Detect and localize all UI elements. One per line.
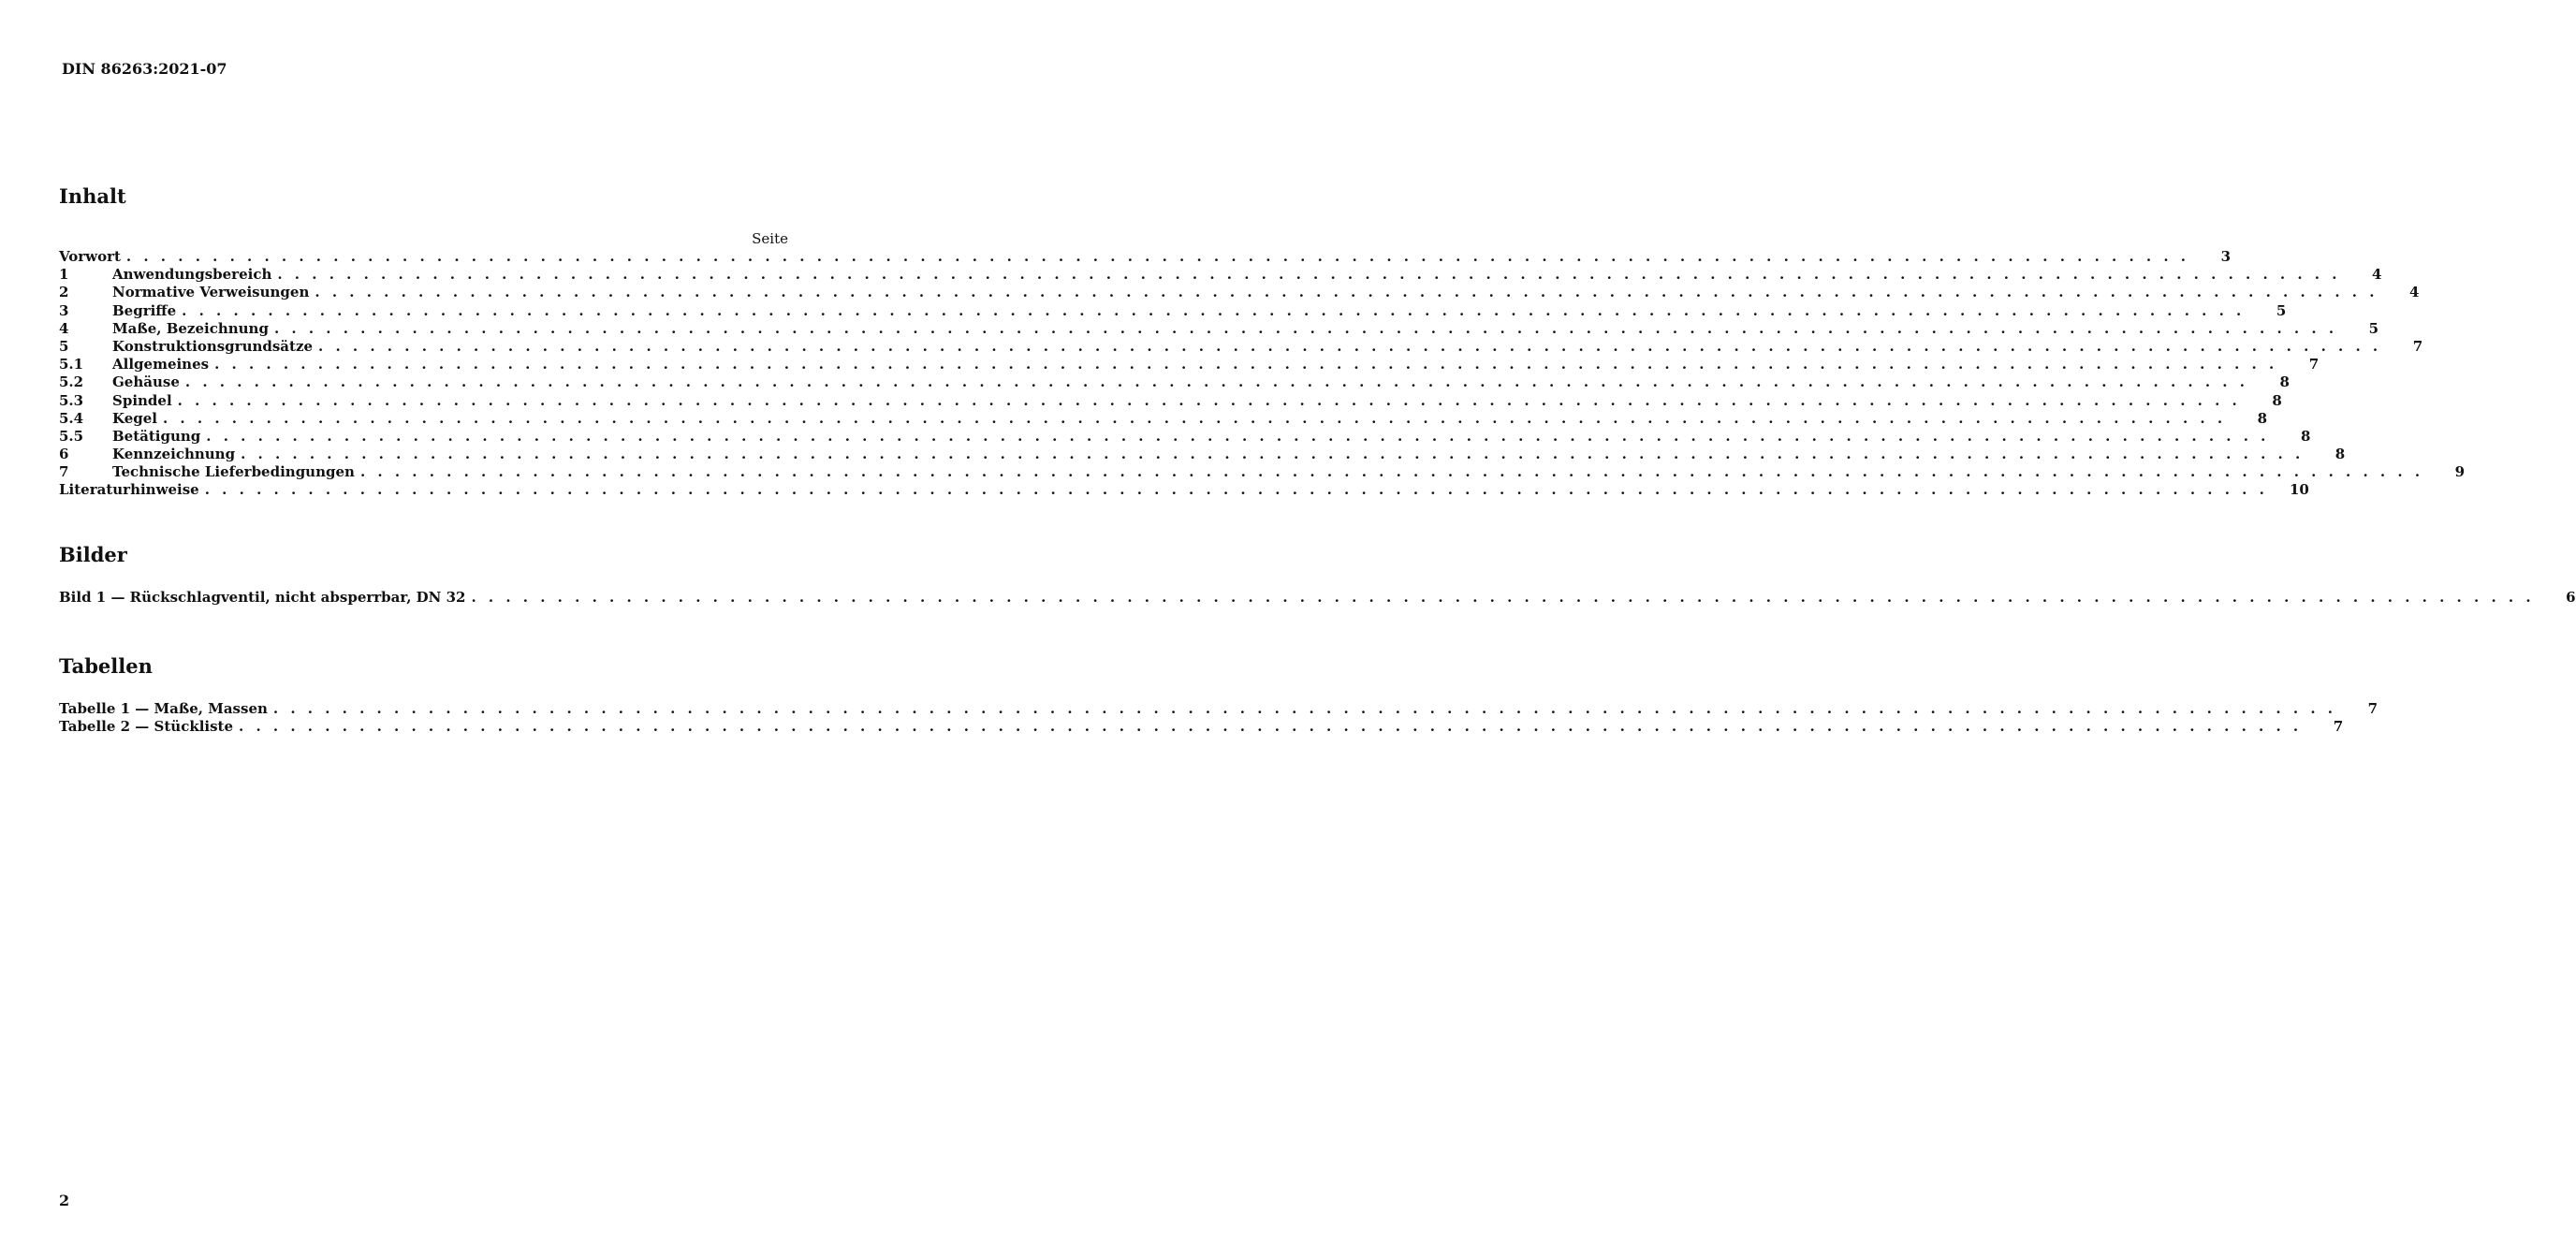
bilder-heading: Bilder — [59, 543, 127, 566]
toc-dot-leader: . . . . . . . . . . . . . . . . . . . . . . . . . . . . . . . . . . . . . . . . . . . . . . . . . . . . . . . . . . . . . . . . . . . . . . . . . . . . . . . . . . . . . . . . . . . . . . . . . . . . . . . . . . . . . . . . . . . . . . . . — [318, 337, 2382, 355]
toc-dot-leader: . . . . . . . . . . . . . . . . . . . . . . . . . . . . . . . . . . . . . . . . . . . . . . . . . . . . . . . . . . . . . . . . . . . . . . . . . . . . . . . . . . . . . . . . . . . . . . . . . . . . . . . . . . . . . . . . . . . . . . . . — [359, 463, 2424, 481]
toc-entry-title: Allgemeines — [112, 356, 210, 373]
toc-entry[interactable] — [59, 248, 2232, 266]
toc-entry[interactable] — [59, 463, 2466, 481]
toc-entry-page: 8 — [2300, 427, 2311, 445]
toc-entry[interactable] — [59, 284, 2420, 301]
toc-entry[interactable] — [59, 301, 2287, 320]
toc-entry-title: Betätigung — [112, 427, 201, 445]
toc-entry-title: Gehäuse — [112, 373, 180, 391]
toc-entry-page: 4 — [2409, 284, 2420, 301]
tabellen-entries — [59, 700, 2378, 736]
toc-entry-page: 7 — [2308, 356, 2320, 373]
toc-entry-number: 2 — [59, 284, 69, 301]
toc-dot-leader: . . . . . . . . . . . . . . . . . . . . . . . . . . . . . . . . . . . . . . . . . . . . . . . . . . . . . . . . . . . . . . . . . . . . . . . . . . . . . . . . . . . . . . . . . . . . . . . . . . . . . . . . . . . . . . . . . . . . . . . . — [206, 427, 2270, 445]
toc-entry[interactable] — [59, 391, 2282, 410]
seite-label: Seite — [752, 230, 788, 247]
toc-entry[interactable] — [59, 427, 2311, 446]
toc-entry-number: 1 — [59, 266, 69, 284]
toc-entry-title: Kegel — [112, 409, 157, 427]
inhalt-toc — [59, 230, 2466, 500]
toc-entry-number: 5.5 — [59, 427, 84, 445]
toc-dot-leader: . . . . . . . . . . . . . . . . . . . . . . . . . . . . . . . . . . . . . . . . . . . . . . . . . . . . . . . . . . . . . . . . . . . . . . . . . . . . . . . . . . . . . . . . . . . . . . . . . . . . . . . . . . . . . . . . . . . . . . . . — [273, 319, 2338, 337]
toc-entry-number: 6 — [59, 446, 69, 463]
toc-entry-title: Literaturhinweise — [59, 481, 199, 499]
toc-entry-number: 5.4 — [59, 409, 84, 427]
toc-entry[interactable] — [59, 700, 2378, 718]
toc-entry-number: 5.2 — [59, 373, 84, 391]
toc-entry-title: Spindel — [112, 391, 172, 409]
toc-dot-leader: . . . . . . . . . . . . . . . . . . . . . . . . . . . . . . . . . . . . . . . . . . . . . . . . . . . . . . . . . . . . . . . . . . . . . . . . . . . . . . . . . . . . . . . . . . . . . . . . . . . . . . . . . . . . . . . . . . . . . . . . — [204, 481, 2268, 499]
toc-entry-title: Vorwort — [59, 248, 121, 265]
toc-entry-title: Normative Verweisungen — [112, 284, 310, 301]
toc-entry-title: Kennzeichnung — [112, 446, 236, 463]
toc-entry[interactable] — [59, 409, 2268, 428]
toc-entry[interactable] — [59, 446, 2346, 463]
toc-dot-leader: . . . . . . . . . . . . . . . . . . . . . . . . . . . . . . . . . . . . . . . . . . . . . . . . . . . . . . . . . . . . . . . . . . . . . . . . . . . . . . . . . . . . . . . . . . . . . . . . . . . . . . . . . . . . . . . . . . . . . . . . — [272, 700, 2336, 717]
toc-entry-number: 5.1 — [59, 356, 84, 373]
toc-dot-leader: . . . . . . . . . . . . . . . . . . . . . . . . . . . . . . . . . . . . . . . . . . . . . . . . . . . . . . . . . . . . . . . . . . . . . . . . . . . . . . . . . . . . . . . . . . . . . . . . . . . . . . . . . . . . . . . . . . . . . . . . — [184, 373, 2248, 391]
toc-entry-number: 7 — [59, 463, 69, 481]
toc-entry-page: 7 — [2333, 718, 2344, 736]
toc-entry-title: Bild 1 — Rückschlagventil, nicht absperrbar, DN 32 — [59, 589, 466, 606]
toc-entry-number: 5.3 — [59, 391, 84, 409]
inhalt-entries — [59, 248, 2466, 500]
toc-entry-page: 3 — [2220, 248, 2232, 265]
toc-entry-page: 7 — [2367, 700, 2378, 717]
tabellen-heading: Tabellen — [59, 654, 153, 678]
toc-entry-page: 5 — [2368, 319, 2379, 337]
toc-entry-page: 8 — [2257, 409, 2268, 427]
toc-entry-page: 8 — [2272, 391, 2282, 409]
toc-entry-title: Tabelle 2 — Stückliste — [59, 718, 234, 736]
toc-entry[interactable] — [59, 319, 2379, 338]
toc-entry-page: 8 — [2334, 446, 2346, 463]
toc-entry-page: 9 — [2454, 463, 2466, 481]
toc-entry-title: Tabelle 1 — Maße, Massen — [59, 700, 268, 717]
toc-dot-leader: . . . . . . . . . . . . . . . . . . . . . . . . . . . . . . . . . . . . . . . . . . . . . . . . . . . . . . . . . . . . . . . . . . . . . . . . . . . . . . . . . . . . . . . . . . . . . . . . . . . . . . . . . . . . . . . . . . . . . . . . — [182, 301, 2246, 319]
toc-entry[interactable] — [59, 373, 2290, 391]
toc-dot-leader: . . . . . . . . . . . . . . . . . . . . . . . . . . . . . . . . . . . . . . . . . . . . . . . . . . . . . . . . . . . . . . . . . . . . . . . . . . . . . . . . . . . . . . . . . . . . . . . . . . . . . . . . . . . . . . . . . . . . . . . . — [125, 248, 2190, 265]
bilder-entries — [59, 589, 2576, 607]
toc-entry-title: Begriffe — [112, 301, 177, 319]
toc-entry[interactable] — [59, 481, 2309, 499]
toc-entry-page: 10 — [2289, 481, 2309, 499]
toc-entry[interactable] — [59, 589, 2576, 607]
toc-entry-number: 5 — [59, 337, 69, 355]
toc-dot-leader: . . . . . . . . . . . . . . . . . . . . . . . . . . . . . . . . . . . . . . . . . . . . . . . . . . . . . . . . . . . . . . . . . . . . . . . . . . . . . . . . . . . . . . . . . . . . . . . . . . . . . . . . . . . . . . . . . . . . . . . . — [471, 589, 2535, 606]
toc-entry-title: Anwendungsbereich — [112, 266, 272, 284]
toc-entry-number: 3 — [59, 301, 69, 319]
toc-entry-number: 4 — [59, 319, 69, 337]
toc-entry-title: Maße, Bezeichnung — [112, 319, 269, 337]
toc-entry-page: 5 — [2276, 301, 2287, 319]
document-id: DIN 86263:2021-07 — [62, 60, 227, 78]
toc-entry-page: 7 — [2412, 337, 2423, 355]
toc-entry-page: 8 — [2279, 373, 2290, 391]
toc-dot-leader: . . . . . . . . . . . . . . . . . . . . . . . . . . . . . . . . . . . . . . . . . . . . . . . . . . . . . . . . . . . . . . . . . . . . . . . . . . . . . . . . . . . . . . . . . . . . . . . . . . . . . . . . . . . . . . . . . . . . . . . . — [241, 446, 2305, 463]
toc-dot-leader: . . . . . . . . . . . . . . . . . . . . . . . . . . . . . . . . . . . . . . . . . . . . . . . . . . . . . . . . . . . . . . . . . . . . . . . . . . . . . . . . . . . . . . . . . . . . . . . . . . . . . . . . . . . . . . . . . . . . . . . . — [162, 409, 2227, 427]
toc-entry-page: 4 — [2372, 266, 2382, 284]
toc-dot-leader: . . . . . . . . . . . . . . . . . . . . . . . . . . . . . . . . . . . . . . . . . . . . . . . . . . . . . . . . . . . . . . . . . . . . . . . . . . . . . . . . . . . . . . . . . . . . . . . . . . . . . . . . . . . . . . . . . . . . . . . . — [214, 356, 2278, 373]
page-number: 2 — [59, 1192, 70, 1209]
toc-dot-leader: . . . . . . . . . . . . . . . . . . . . . . . . . . . . . . . . . . . . . . . . . . . . . . . . . . . . . . . . . . . . . . . . . . . . . . . . . . . . . . . . . . . . . . . . . . . . . . . . . . . . . . . . . . . . . . . . . . . . . . . . — [277, 266, 2341, 284]
toc-entry-title: Konstruktionsgrundsätze — [112, 337, 314, 355]
toc-dot-leader: . . . . . . . . . . . . . . . . . . . . . . . . . . . . . . . . . . . . . . . . . . . . . . . . . . . . . . . . . . . . . . . . . . . . . . . . . . . . . . . . . . . . . . . . . . . . . . . . . . . . . . . . . . . . . . . . . . . . . . . . — [177, 391, 2241, 409]
toc-entry[interactable] — [59, 718, 2344, 736]
inhalt-heading: Inhalt — [59, 184, 126, 208]
toc-dot-leader: . . . . . . . . . . . . . . . . . . . . . . . . . . . . . . . . . . . . . . . . . . . . . . . . . . . . . . . . . . . . . . . . . . . . . . . . . . . . . . . . . . . . . . . . . . . . . . . . . . . . . . . . . . . . . . . . . . . . . . . . — [315, 284, 2378, 301]
toc-entry[interactable] — [59, 337, 2423, 356]
toc-entry-title: Technische Lieferbedingungen — [112, 463, 355, 481]
toc-dot-leader: . . . . . . . . . . . . . . . . . . . . . . . . . . . . . . . . . . . . . . . . . . . . . . . . . . . . . . . . . . . . . . . . . . . . . . . . . . . . . . . . . . . . . . . . . . . . . . . . . . . . . . . . . . . . . . . . . . . . . . . . — [239, 718, 2303, 736]
toc-entry-page: 6 — [2566, 589, 2576, 606]
toc-entry[interactable] — [59, 266, 2382, 284]
toc-entry[interactable] — [59, 356, 2320, 373]
